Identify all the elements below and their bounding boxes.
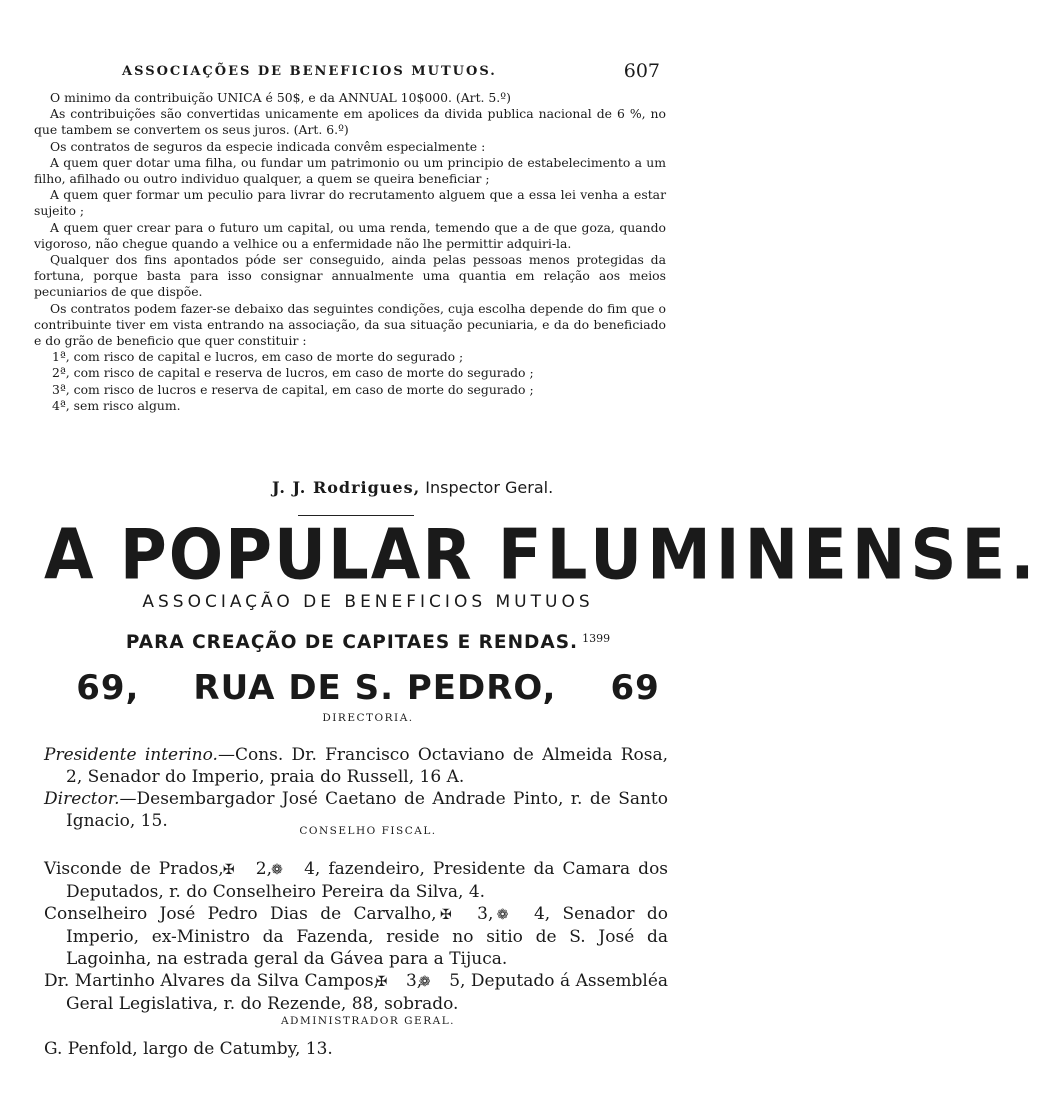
director-text: —Desembargador José Caetano de Andrade Pinto, r. de Santo Ignacio, 15. <box>66 789 668 831</box>
entry-member <box>44 970 668 1015</box>
advert-banner-title <box>44 516 1040 596</box>
entry-administrador: G. Penfold, largo de Catumby, 13. <box>44 1039 333 1059</box>
presidente-text: —Cons. Dr. Francisco Octaviano de Almeida Rosa, 2, Senador do Imperio, praia do Russell, 16 A. <box>66 745 668 787</box>
entry-member <box>44 903 668 970</box>
member-name: Visconde de Prados, <box>44 859 224 879</box>
paragraph-contributions: As contribuições são convertidas unicamente em apolices da divida publica nacional de 6 %, no que tambem se convertem os seus juros. (Art. 6.º) <box>34 106 666 138</box>
order-rose-icon: ❁ <box>496 907 509 923</box>
order-rose-icon: ❁ <box>418 974 431 990</box>
condition-item: 2ª, com risco de capital e reserva de lucros, em caso de morte do segurado ; <box>52 365 534 381</box>
paragraph-dotar-filha: A quem quer dotar uma filha, ou fundar um patrimonio ou um principio de estabelecimento a um filho, afilhado ou outro individuo qualquer, a quem se queira beneficiar ; <box>34 154 666 187</box>
entry-member <box>44 858 668 903</box>
paragraph-peculio: A quem quer formar um peculio para livrar do recrutamento alguem que a essa lei venha a estar sujeito ; <box>34 187 666 219</box>
address-number-left: 69, <box>76 668 140 708</box>
condition-item: 1ª, com risco de capital e lucros, em caso de morte do segurado ; <box>52 349 464 365</box>
banner-word-popular: A POPULAR <box>44 516 474 596</box>
advert-address <box>0 668 736 708</box>
condition-item: 3ª, com risco de lucros e reserva de capital, em caso de morte do segurado ; <box>52 381 534 397</box>
body-text <box>34 90 666 414</box>
paragraph-contracts-intro: Os contratos de seguros da especie indicada convêm especialmente : <box>50 138 486 154</box>
advert-subtitle: ASSOCIAÇÃO DE BENEFICIOS MUTUOS <box>142 592 594 612</box>
address-street: RUA DE S. PEDRO, <box>193 668 557 708</box>
role-director: Director. <box>44 789 120 809</box>
paragraph-condicoes: Os contratos podem fazer-se debaixo das seguintes condições, cuja escolha depende do fim que o contribuinte tiver em vista entrando na associação, da sua situação pecuniaria, e da do beneficiado e do grão de beneficio que quer constituir : <box>34 300 666 349</box>
order-rose-icon: ❁ <box>271 862 283 878</box>
member-details: 4, fazendeiro, Presidente da Camara dos Deputados, r. do Conselheiro Pereira da Silva, 4. <box>66 859 669 902</box>
member-name: Dr. Martinho Alvares da Silva Campos, <box>44 971 379 991</box>
member-rank: 3, <box>405 971 423 991</box>
order-cross-icon: ✠ <box>439 907 452 923</box>
header-title: ASSOCIAÇÕES DE BENEFICIOS MUTUOS. <box>122 64 497 79</box>
member-name: Conselheiro José Pedro Dias de Carvalho, <box>44 904 437 924</box>
directoria-list <box>44 744 668 832</box>
address-number-right: 69 <box>610 668 660 708</box>
paragraph-capital-futuro: A quem quer crear para o futuro um capital, ou uma renda, temendo que a de que goza, quando vigoroso, não chegue quando a velhice ou a enfermidade não lhe permittir adquiri-la. <box>34 219 666 251</box>
conselho-list <box>44 858 668 1015</box>
paragraph-qualquer-fim: Qualquer dos fins apontados póde ser conseguido, ainda pelas pessoas menos protegidas da fortuna, porque basta para isso consignar annualmente uma quantia em relação aos meios pecuniarios de que dispõe. <box>34 252 666 300</box>
condition-item: 4ª, sem risco algum. <box>52 397 181 413</box>
page-number: 607 <box>623 60 660 82</box>
signature-title: Inspector Geral. <box>425 478 554 497</box>
member-details: 5, Deputado á Assembléa Geral Legislativa, r. do Rezende, 88, sobrado. <box>66 971 669 1014</box>
entry-presidente <box>44 744 668 788</box>
heading-directoria: DIRECTORIA. <box>322 712 414 724</box>
heading-conselho-fiscal: CONSELHO FISCAL. <box>299 825 437 837</box>
role-presidente: Presidente interino. <box>44 745 218 765</box>
reference-number: 1399 <box>582 632 611 645</box>
order-cross-icon: ✠ <box>222 862 235 878</box>
signature <box>272 478 553 497</box>
signature-name: J. J. Rodrigues, <box>272 478 421 497</box>
order-cross-icon: ✠ <box>375 974 388 990</box>
running-header <box>108 60 664 84</box>
administrador-list <box>44 1038 668 1060</box>
banner-word-fluminense: FLUMINENSE. <box>497 516 1040 596</box>
creacao-text: PARA CREAÇÃO DE CAPITAES E RENDAS. <box>125 632 579 653</box>
member-rank: 2, <box>255 859 273 879</box>
member-rank: 3, <box>477 904 494 924</box>
heading-administrador: ADMINISTRADOR GERAL. <box>280 1015 456 1027</box>
paragraph-minimum-contribution: O minimo da contribuição UNICA é 50$, e da ANNUAL 10$000. (Art. 5.º) <box>50 90 511 105</box>
advert-subtitle-creacao <box>0 632 736 653</box>
member-details: 4, Senador do Imperio, ex-Ministro da Fazenda, reside no sitio de S. José da Lagoinha, na estrada geral da Gávea para a Tijuca. <box>66 904 668 969</box>
